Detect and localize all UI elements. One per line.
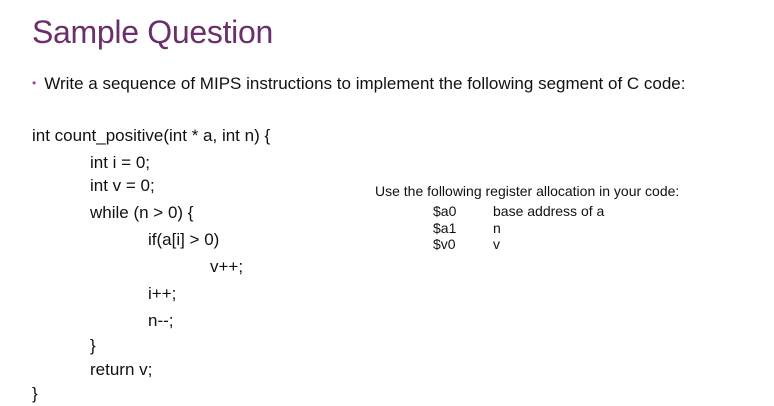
- register-name: $a1: [433, 220, 457, 236]
- code-line-signature: int count_positive(int * a, int n) {: [32, 126, 271, 145]
- code-line-i-increment: i++;: [148, 284, 177, 303]
- bullet-dot-icon: •: [32, 76, 37, 90]
- register-desc: v: [493, 236, 500, 252]
- code-line-init-i: int i = 0;: [90, 153, 151, 172]
- code-line-v-increment: v++;: [210, 257, 244, 276]
- slide-title: Sample Question: [32, 14, 273, 50]
- question-text: Write a sequence of MIPS instructions to implement the following segment of C code:: [44, 74, 686, 93]
- code-line-return: return v;: [90, 360, 153, 379]
- register-desc: base address of a: [493, 203, 605, 219]
- register-intro: Use the following register allocation in your code:: [375, 183, 680, 199]
- question-bullet: [32, 74, 685, 94]
- code-line-if: if(a[i] > 0): [148, 230, 220, 249]
- register-name: $a0: [433, 203, 457, 219]
- register-name: $v0: [433, 236, 456, 252]
- code-line-while: while (n > 0) {: [90, 203, 194, 222]
- code-line-function-close: }: [32, 384, 38, 403]
- code-line-init-v: int v = 0;: [90, 176, 155, 195]
- register-desc: n: [493, 220, 501, 236]
- code-line-n-decrement: n--;: [148, 311, 174, 330]
- code-line-while-close: }: [90, 336, 96, 355]
